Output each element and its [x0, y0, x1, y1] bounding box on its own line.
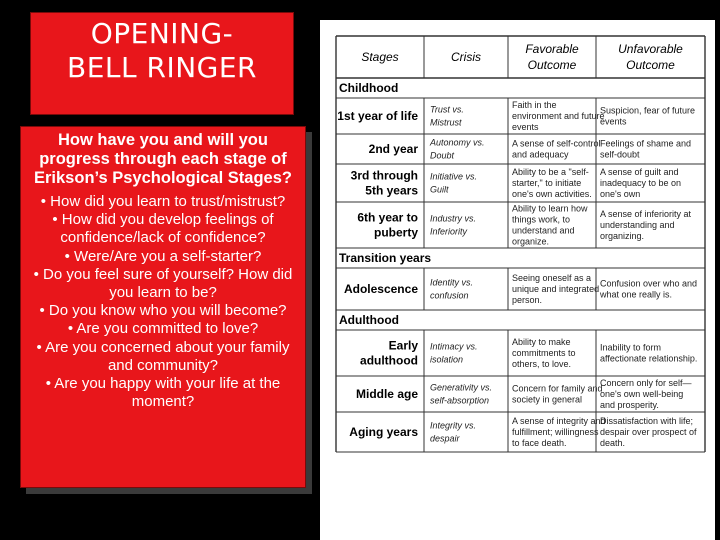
- stage-label: 6th year to: [357, 210, 418, 225]
- favorable-text: events: [512, 122, 539, 133]
- stage-label: 3rd through: [350, 168, 418, 183]
- stage-label: puberty: [373, 225, 418, 240]
- favorable-text: and adequacy: [512, 149, 569, 160]
- favorable-text: environment and future: [512, 111, 605, 122]
- unfavorable-text: despair over prospect of: [600, 427, 697, 438]
- favorable-text: others, to love.: [512, 359, 572, 370]
- bullet-item: • Are you committed to love?: [67, 320, 259, 338]
- unfavorable-text: Feelings of shame and: [600, 138, 692, 149]
- unfavorable-text: events: [600, 116, 627, 127]
- crisis-text: Doubt: [430, 150, 455, 161]
- unfavorable-text: understanding and: [600, 220, 675, 231]
- unfavorable-text: A sense of inferiority at: [600, 209, 692, 220]
- bell-ringer-question: How have you and will you progress through each stage of Erikson’s Psychological Stages?: [34, 131, 292, 187]
- unfavorable-text: and prosperity.: [600, 400, 659, 411]
- slide-title-line-2: BELL RINGER: [66, 51, 257, 84]
- crisis-text: confusion: [430, 290, 469, 301]
- bullet-item: • Do you feel sure of yourself? How did you learn to be?: [33, 265, 293, 302]
- header-favorable: Favorable: [525, 42, 579, 57]
- favorable-text: organize.: [512, 236, 550, 247]
- stage-label: Early: [388, 338, 418, 353]
- stage-label: Middle age: [355, 387, 418, 402]
- unfavorable-text: what one really is.: [600, 289, 673, 300]
- crisis-text: self-absorption: [430, 395, 490, 406]
- stage-label: 2nd year: [368, 142, 418, 157]
- favorable-text: Ability to make: [512, 337, 571, 348]
- crisis-text: Autonomy vs.: [430, 137, 485, 148]
- unfavorable-text: self-doubt: [600, 149, 640, 160]
- favorable-text: Ability to learn how: [512, 203, 588, 214]
- unfavorable-text: organizing.: [600, 231, 645, 242]
- unfavorable-text: Suspicion, fear of future: [600, 105, 696, 116]
- crisis-text: Inferiority: [430, 226, 468, 237]
- stage-label: 5th years: [365, 183, 418, 198]
- crisis-text: Identity vs.: [430, 277, 474, 288]
- stage-label: 1st year of life: [337, 109, 418, 124]
- stage-label: Adolescence: [343, 282, 418, 297]
- bullet-item: • Do you know who you will become?: [39, 302, 287, 320]
- unfavorable-text: inadequacy to be on: [600, 178, 682, 189]
- unfavorable-text: affectionate relationship.: [600, 353, 698, 364]
- crisis-text: Guilt: [430, 184, 449, 195]
- favorable-text: Seeing oneself as a: [512, 273, 592, 284]
- crisis-text: Intimacy vs.: [430, 341, 478, 352]
- header-favorable: Outcome: [527, 58, 577, 73]
- unfavorable-text: Concern only for self—: [600, 378, 692, 389]
- favorable-text: Ability to be a "self-: [512, 167, 589, 178]
- section-adulthood: Adulthood: [339, 313, 399, 328]
- favorable-text: Concern for family and: [512, 383, 603, 394]
- favorable-text: fulfillment; willingness: [512, 427, 599, 438]
- crisis-text: Generativity vs.: [430, 382, 493, 393]
- unfavorable-text: A sense of guilt and: [600, 167, 679, 178]
- crisis-text: Integrity vs.: [430, 420, 477, 431]
- slide-title-line-1: OPENING-: [90, 17, 234, 50]
- favorable-text: to face death.: [512, 438, 567, 449]
- favorable-text: unique and integrated: [512, 284, 600, 295]
- unfavorable-text: Dissatisfaction with life;: [600, 416, 694, 427]
- stage-label: Aging years: [349, 425, 418, 440]
- unfavorable-text: one's own: [600, 189, 641, 200]
- favorable-text: A sense of integrity and: [512, 416, 606, 427]
- crisis-text: Mistrust: [430, 117, 462, 128]
- erikson-stages-table: [320, 20, 715, 540]
- favorable-text: understand and: [512, 225, 575, 236]
- stage-label: adulthood: [360, 353, 418, 368]
- header-unfavorable: Outcome: [626, 58, 675, 73]
- crisis-text: Industry vs.: [430, 213, 477, 224]
- slide-title-box: [30, 12, 294, 115]
- favorable-text: Faith in the: [512, 100, 557, 111]
- bullet-item: • Were/Are you a self-starter?: [64, 247, 262, 265]
- favorable-text: A sense of self-control: [512, 138, 601, 149]
- favorable-text: starter," to initiate: [512, 178, 582, 189]
- bullet-item: • How did you develop feelings of confidence/lack of confidence?: [52, 211, 274, 247]
- section-transition: Transition years: [339, 251, 432, 266]
- unfavorable-text: Confusion over who and: [600, 278, 698, 289]
- bullet-item: • Are you happy with your life at the moment?: [45, 375, 281, 411]
- section-childhood: Childhood: [339, 81, 399, 96]
- favorable-text: society in general: [512, 394, 583, 405]
- header-crisis: Crisis: [451, 50, 481, 65]
- header-stages: Stages: [361, 50, 399, 65]
- erikson-stages-table-image: [320, 20, 715, 540]
- unfavorable-text: one's own well-being: [600, 389, 684, 400]
- bullet-item: • How did you learn to trust/mistrust?: [40, 193, 286, 210]
- favorable-text: one's own activities.: [512, 189, 592, 200]
- favorable-text: person.: [512, 295, 543, 306]
- favorable-text: things work, to: [512, 214, 571, 225]
- crisis-text: despair: [430, 433, 460, 444]
- favorable-text: commitments to: [512, 348, 576, 359]
- crisis-text: Initiative vs.: [430, 171, 478, 182]
- header-unfavorable: Unfavorable: [618, 42, 683, 57]
- bullet-item: • Are you concerned about your family and community?: [36, 338, 290, 374]
- unfavorable-text: death.: [600, 438, 626, 449]
- crisis-text: isolation: [430, 354, 464, 365]
- unfavorable-text: Inability to form: [600, 342, 662, 353]
- crisis-text: Trust vs.: [430, 104, 464, 115]
- bell-ringer-question-box: [20, 126, 306, 488]
